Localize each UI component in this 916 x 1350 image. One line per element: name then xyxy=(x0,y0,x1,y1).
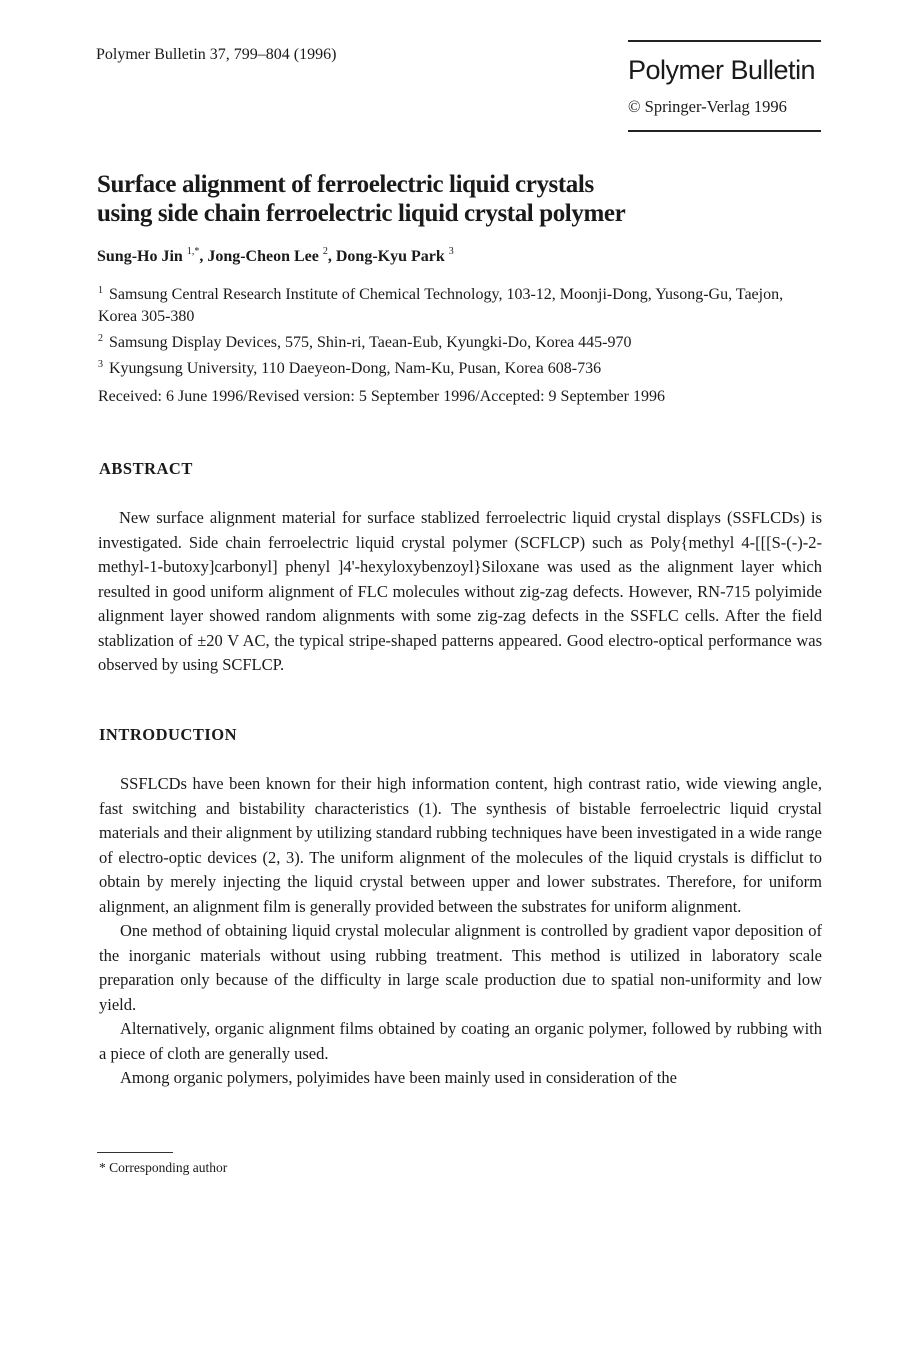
introduction-paragraph: Alternatively, organic alignment films obtained by coating an organic polymer, followed by rubbing with a piece of cloth are generally used. xyxy=(99,1019,822,1063)
footnote-divider xyxy=(97,1152,173,1153)
affiliation-number: 2 xyxy=(98,333,103,344)
author-separator: , xyxy=(327,248,336,265)
introduction-paragraph: Among organic polymers, polyimides have been mainly used in consideration of the xyxy=(120,1068,677,1087)
copyright-notice: © Springer-Verlag 1996 xyxy=(628,97,787,116)
affiliation-text: Samsung Display Devices, 575, Shin-ri, Taean-Eub, Kyungki-Do, Korea 445-970 xyxy=(109,334,632,351)
affiliation-item xyxy=(98,280,818,328)
journal-reference: Polymer Bulletin 37, 799–804 (1996) xyxy=(96,46,337,63)
affiliation-item xyxy=(98,328,818,354)
author-list xyxy=(97,246,454,266)
author-separator: , xyxy=(199,248,208,265)
received-dates: Received: 6 June 1996/Revised version: 5 September 1996/Accepted: 9 September 1996 xyxy=(98,388,665,405)
author-affiliation-mark: 2 xyxy=(322,246,328,257)
introduction-paragraph: SSFLCDs have been known for their high information content, high contrast ratio, wide viewing angle, fast switching and bistability characteristics (1). The synthesis of bistable ferroelectric liquid crystal materials and their alignment by utilizing standard rubbing techniques have been investigated in a wide range of electro-optic devices (2, 3). The uniform alignment of the molecules of the liquid crystals is difficlut to obtain by merely injecting the liquid crystal between upper and lower substrates. Therefore, for uniform alignment, an alignment film is generally provided between the substrates for uniform alignment. xyxy=(99,774,822,916)
title-line-2: using side chain ferroelectric liquid crystal polymer xyxy=(97,200,626,227)
journal-name: Polymer Bulletin xyxy=(628,55,816,85)
affiliation-number: 3 xyxy=(98,359,103,370)
footnote-corresponding-author: * Corresponding author xyxy=(99,1160,228,1175)
affiliation-text: Samsung Central Research Institute of Chemical Technology, 103-12, Moonji-Dong, Yusong-Gu, Taejon, Korea 305-380 xyxy=(98,286,784,325)
author-affiliation-mark: 3 xyxy=(448,246,454,257)
affiliation-list xyxy=(98,280,818,380)
abstract-paragraph: New surface alignment material for surface stablized ferroelectric liquid crystal displays (SSFLCDs) is investigated. Side chain ferroelectric liquid crystal polymer (SCFLCP) such as Poly{methyl 4-[[[S-(-)-2-methyl-1-butoxy]carbonyl] phenyl ]4'-hexyloxybenzoyl}Siloxane was used as the alignment layer which resulted in good uniform alignment of FLC molecules without zig-zag defects. However, RN-715 polyimide alignment layer showed random alignments with some zig-zag defects in the SSFLC cells. After the field stablization of ±20 V AC, the typical stripe-shaped patterns appeared. Good electro-optical performance was observed by using SCFLCP. xyxy=(98,508,822,674)
author-name: Sung-Ho Jin xyxy=(97,248,183,265)
title-line-1: Surface alignment of ferroelectric liquid crystals xyxy=(97,171,594,198)
abstract-heading: ABSTRACT xyxy=(99,459,193,478)
introduction-heading: INTRODUCTION xyxy=(99,725,238,744)
masthead-bottom-rule xyxy=(628,130,821,132)
abstract-body xyxy=(98,506,822,678)
journal-masthead xyxy=(628,40,821,132)
masthead-top-rule xyxy=(628,40,821,42)
affiliation-text: Kyungsung University, 110 Daeyeon-Dong, Nam-Ku, Pusan, Korea 608-736 xyxy=(109,360,602,377)
author-name: Jong-Cheon Lee xyxy=(207,248,319,265)
introduction-body xyxy=(99,772,822,1091)
affiliation-item xyxy=(98,354,818,380)
author-name: Dong-Kyu Park xyxy=(335,248,445,265)
introduction-paragraph: One method of obtaining liquid crystal molecular alignment is controlled by gradient vapor deposition of the inorganic materials without using rubbing treatment. This method is utilized in laboratory scale preparation only because of the difficulty in large scale production due to spatial non-uniformity and low yield. xyxy=(99,921,822,1014)
paper-title xyxy=(97,170,817,228)
author-affiliation-mark: 1,* xyxy=(186,246,200,257)
affiliation-number: 1 xyxy=(98,285,103,296)
